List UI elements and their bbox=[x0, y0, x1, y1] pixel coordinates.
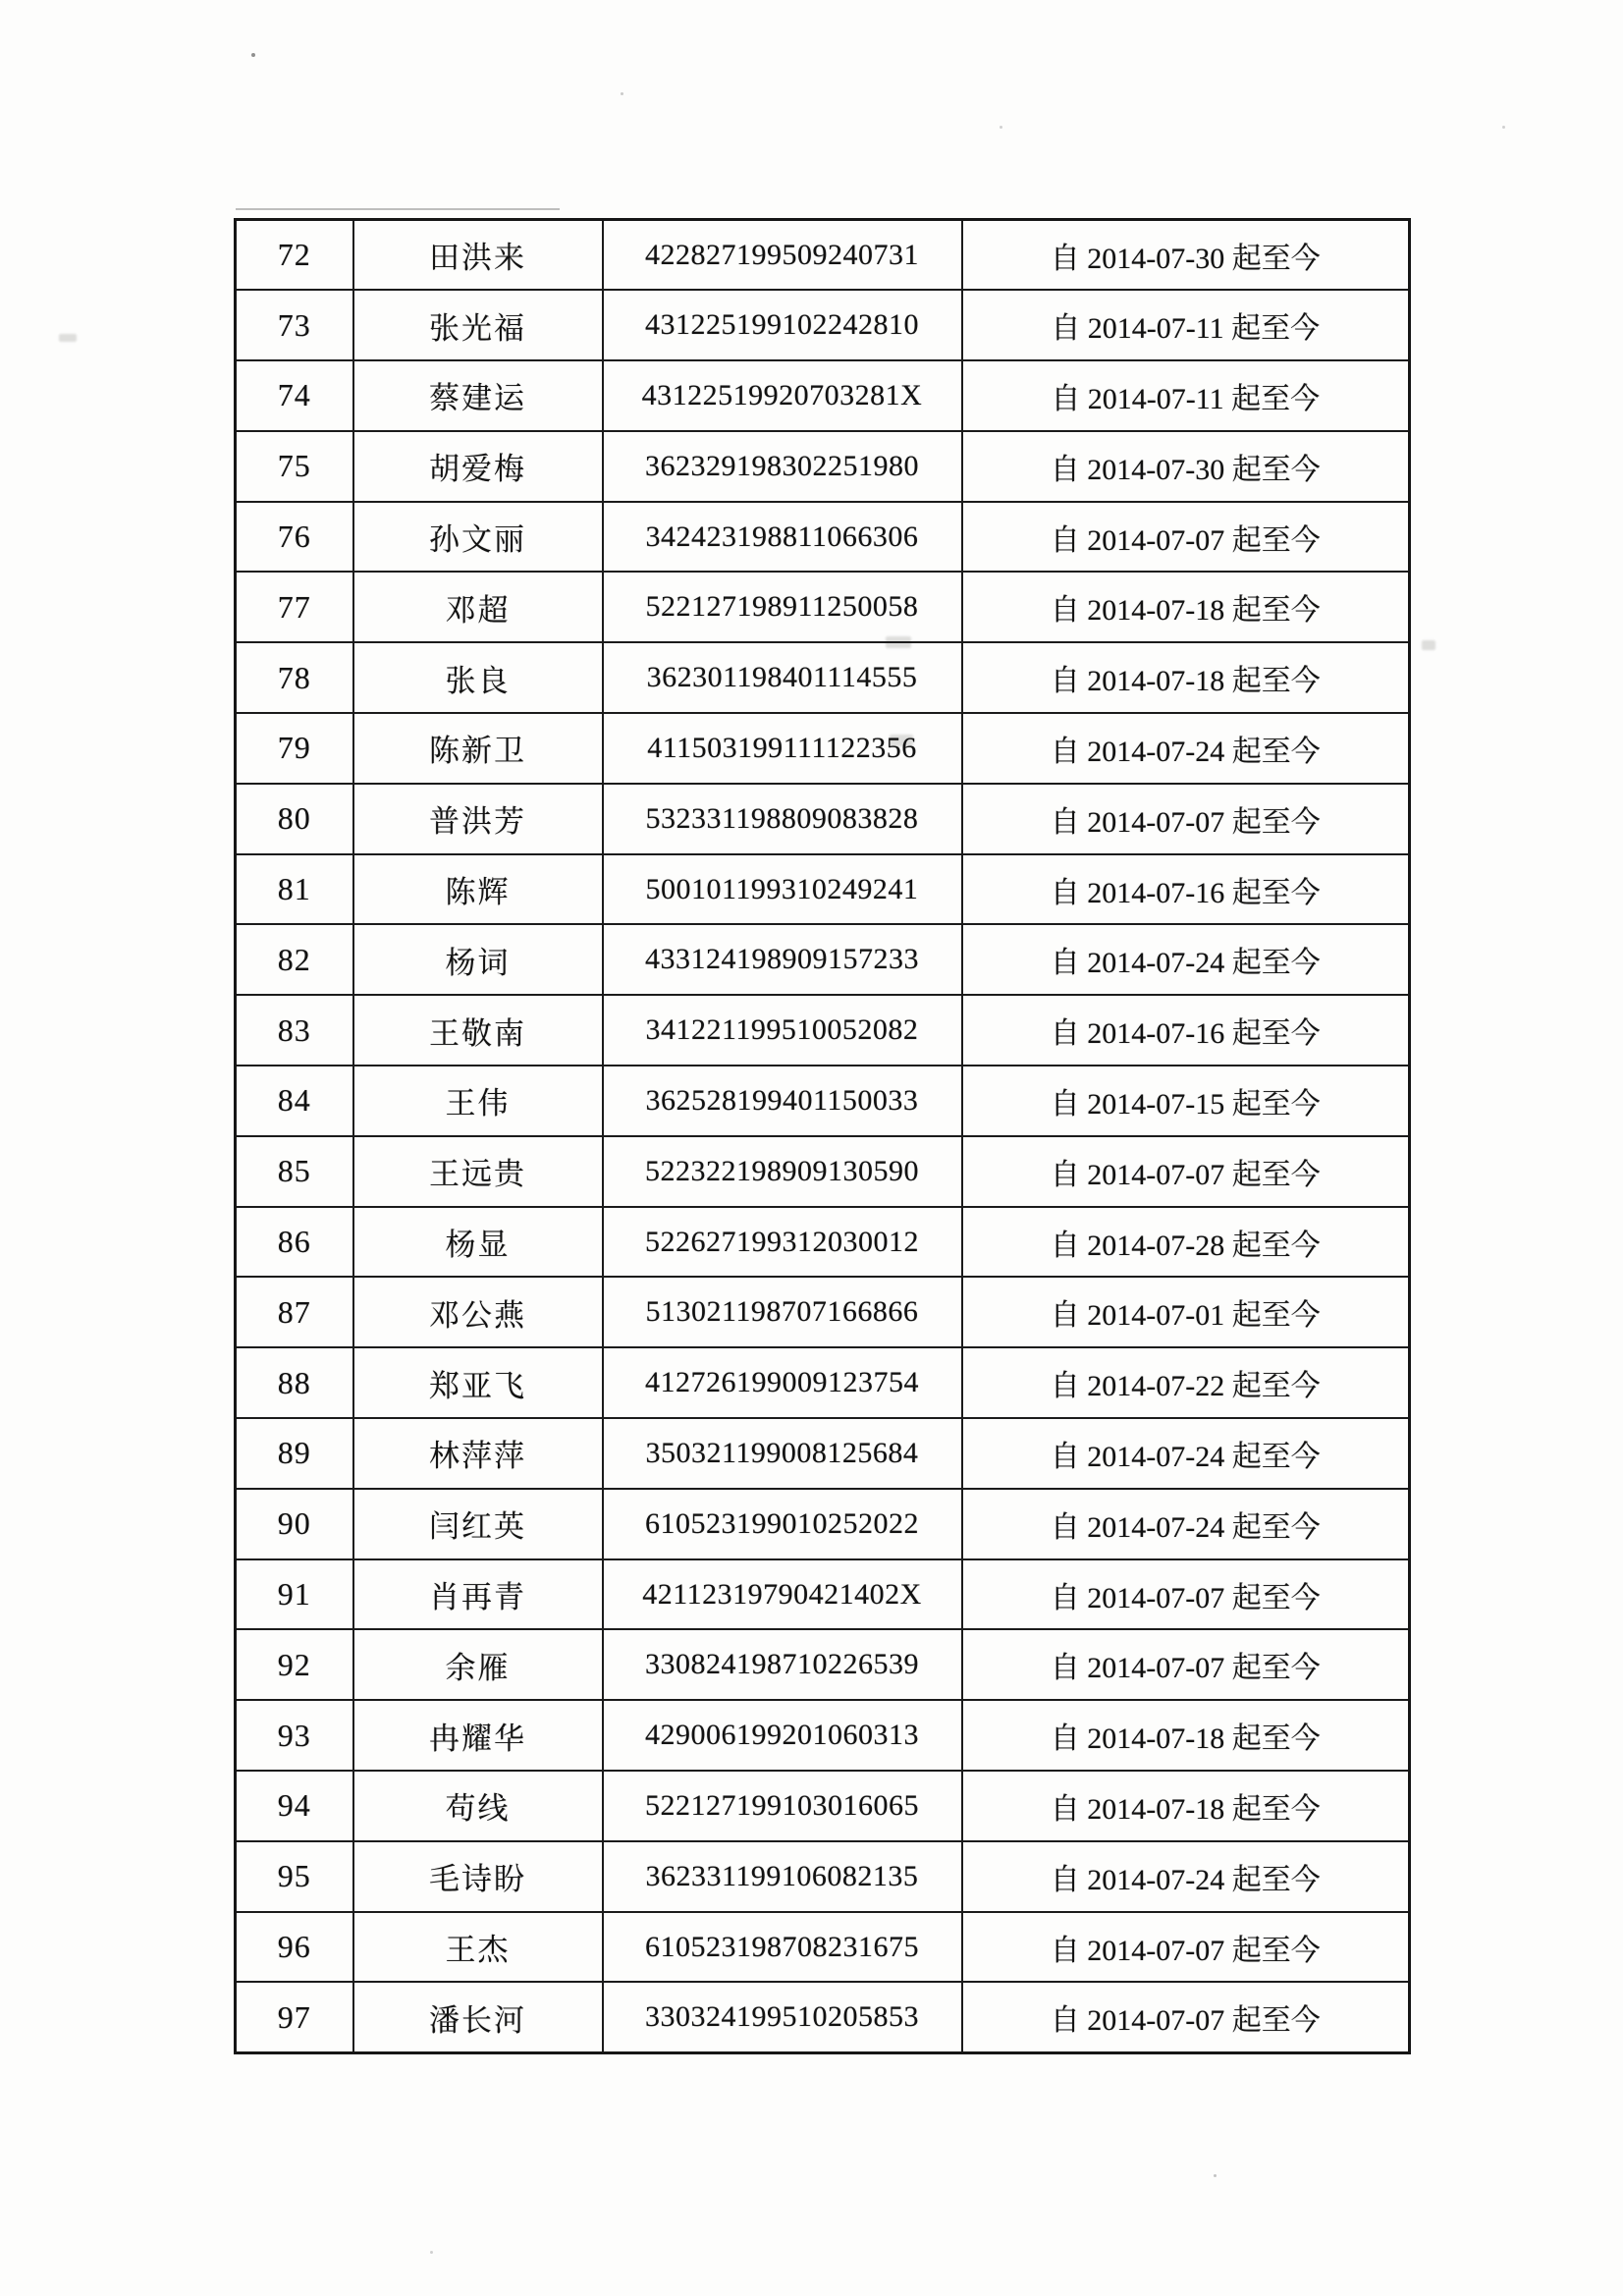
id-number-cell: 330824198710226539 bbox=[603, 1629, 962, 1700]
person-name-cell: 王远贵 bbox=[353, 1136, 603, 1207]
table-row bbox=[236, 431, 1410, 502]
row-index-cell: 83 bbox=[236, 995, 353, 1066]
person-name-cell: 闫红英 bbox=[353, 1489, 603, 1559]
person-name-cell: 邓公燕 bbox=[353, 1277, 603, 1347]
validity-period-cell: 自 2014-07-07 起至今 bbox=[962, 1629, 1410, 1700]
scan-smudge bbox=[1422, 640, 1435, 650]
validity-period-cell: 自 2014-07-28 起至今 bbox=[962, 1207, 1410, 1278]
table-row bbox=[236, 360, 1410, 431]
table-row bbox=[236, 1559, 1410, 1630]
row-index-cell: 94 bbox=[236, 1771, 353, 1841]
id-number-cell: 412726199009123754 bbox=[603, 1347, 962, 1418]
row-index-cell: 96 bbox=[236, 1912, 353, 1983]
row-index-cell: 85 bbox=[236, 1136, 353, 1207]
validity-period-cell: 自 2014-07-18 起至今 bbox=[962, 642, 1410, 713]
table-row bbox=[236, 924, 1410, 995]
table-row bbox=[236, 642, 1410, 713]
table-row bbox=[236, 784, 1410, 854]
validity-period-cell: 自 2014-07-24 起至今 bbox=[962, 1489, 1410, 1559]
row-index-cell: 87 bbox=[236, 1277, 353, 1347]
row-index-cell: 73 bbox=[236, 290, 353, 360]
id-number-cell: 330324199510205853 bbox=[603, 1982, 962, 2052]
validity-period-cell: 自 2014-07-18 起至今 bbox=[962, 1700, 1410, 1771]
person-name-cell: 王伟 bbox=[353, 1066, 603, 1136]
validity-period-cell: 自 2014-07-16 起至今 bbox=[962, 995, 1410, 1066]
id-number-cell: 362301198401114555 bbox=[603, 642, 962, 713]
validity-period-cell: 自 2014-07-18 起至今 bbox=[962, 572, 1410, 642]
id-number-cell: 429006199201060313 bbox=[603, 1700, 962, 1771]
table-row bbox=[236, 502, 1410, 573]
person-name-cell: 蔡建运 bbox=[353, 360, 603, 431]
validity-period-cell: 自 2014-07-30 起至今 bbox=[962, 431, 1410, 502]
id-number-cell: 411503199111122356 bbox=[603, 713, 962, 784]
scan-speck bbox=[1000, 126, 1002, 129]
table-row bbox=[236, 1982, 1410, 2052]
validity-period-cell: 自 2014-07-07 起至今 bbox=[962, 784, 1410, 854]
table-row bbox=[236, 1347, 1410, 1418]
person-name-cell: 毛诗盼 bbox=[353, 1841, 603, 1912]
id-number-cell: 522127198911250058 bbox=[603, 572, 962, 642]
table-row bbox=[236, 1418, 1410, 1489]
scan-line-artifact bbox=[236, 208, 560, 210]
id-number-cell: 513021198707166866 bbox=[603, 1277, 962, 1347]
id-number-cell: 42112319790421402X bbox=[603, 1559, 962, 1630]
table-row bbox=[236, 572, 1410, 642]
row-index-cell: 76 bbox=[236, 502, 353, 573]
table-row bbox=[236, 1771, 1410, 1841]
person-name-cell: 胡爱梅 bbox=[353, 431, 603, 502]
validity-period-cell: 自 2014-07-15 起至今 bbox=[962, 1066, 1410, 1136]
validity-period-cell: 自 2014-07-07 起至今 bbox=[962, 1136, 1410, 1207]
row-index-cell: 79 bbox=[236, 713, 353, 784]
person-name-cell: 杨词 bbox=[353, 924, 603, 995]
id-number-cell: 610523199010252022 bbox=[603, 1489, 962, 1559]
validity-period-cell: 自 2014-07-01 起至今 bbox=[962, 1277, 1410, 1347]
validity-period-cell: 自 2014-07-24 起至今 bbox=[962, 1841, 1410, 1912]
table-row bbox=[236, 1841, 1410, 1912]
person-name-cell: 孙文丽 bbox=[353, 502, 603, 573]
validity-period-cell: 自 2014-07-11 起至今 bbox=[962, 360, 1410, 431]
person-name-cell: 普洪芳 bbox=[353, 784, 603, 854]
row-index-cell: 75 bbox=[236, 431, 353, 502]
row-index-cell: 86 bbox=[236, 1207, 353, 1278]
validity-period-cell: 自 2014-07-18 起至今 bbox=[962, 1771, 1410, 1841]
personnel-roster-table bbox=[234, 218, 1411, 2054]
row-index-cell: 88 bbox=[236, 1347, 353, 1418]
validity-period-cell: 自 2014-07-07 起至今 bbox=[962, 502, 1410, 573]
validity-period-cell: 自 2014-07-07 起至今 bbox=[962, 1982, 1410, 2052]
validity-period-cell: 自 2014-07-22 起至今 bbox=[962, 1347, 1410, 1418]
id-number-cell: 532331198809083828 bbox=[603, 784, 962, 854]
person-name-cell: 郑亚飞 bbox=[353, 1347, 603, 1418]
table-row bbox=[236, 854, 1410, 925]
row-index-cell: 77 bbox=[236, 572, 353, 642]
scan-speck bbox=[621, 92, 623, 95]
person-name-cell: 林萍萍 bbox=[353, 1418, 603, 1489]
table-row bbox=[236, 1207, 1410, 1278]
row-index-cell: 97 bbox=[236, 1982, 353, 2052]
validity-period-cell: 自 2014-07-07 起至今 bbox=[962, 1559, 1410, 1630]
scan-speck bbox=[1214, 2174, 1217, 2177]
scan-speck bbox=[1502, 126, 1505, 129]
row-index-cell: 72 bbox=[236, 220, 353, 291]
table-row bbox=[236, 1277, 1410, 1347]
scan-speck bbox=[430, 2251, 433, 2254]
row-index-cell: 78 bbox=[236, 642, 353, 713]
row-index-cell: 92 bbox=[236, 1629, 353, 1700]
id-number-cell: 500101199310249241 bbox=[603, 854, 962, 925]
row-index-cell: 81 bbox=[236, 854, 353, 925]
person-name-cell: 张光福 bbox=[353, 290, 603, 360]
table-row bbox=[236, 1489, 1410, 1559]
id-number-cell: 43122519920703281X bbox=[603, 360, 962, 431]
row-index-cell: 89 bbox=[236, 1418, 353, 1489]
person-name-cell: 冉耀华 bbox=[353, 1700, 603, 1771]
scan-speck bbox=[251, 53, 255, 57]
row-index-cell: 91 bbox=[236, 1559, 353, 1630]
id-number-cell: 522627199312030012 bbox=[603, 1207, 962, 1278]
row-index-cell: 93 bbox=[236, 1700, 353, 1771]
validity-period-cell: 自 2014-07-30 起至今 bbox=[962, 220, 1410, 291]
id-number-cell: 522127199103016065 bbox=[603, 1771, 962, 1841]
person-name-cell: 潘长河 bbox=[353, 1982, 603, 2052]
person-name-cell: 杨显 bbox=[353, 1207, 603, 1278]
validity-period-cell: 自 2014-07-11 起至今 bbox=[962, 290, 1410, 360]
person-name-cell: 余雁 bbox=[353, 1629, 603, 1700]
id-number-cell: 522322198909130590 bbox=[603, 1136, 962, 1207]
table-row bbox=[236, 1700, 1410, 1771]
validity-period-cell: 自 2014-07-24 起至今 bbox=[962, 713, 1410, 784]
person-name-cell: 邓超 bbox=[353, 572, 603, 642]
validity-period-cell: 自 2014-07-24 起至今 bbox=[962, 1418, 1410, 1489]
id-number-cell: 362331199106082135 bbox=[603, 1841, 962, 1912]
table-row bbox=[236, 1136, 1410, 1207]
id-number-cell: 350321199008125684 bbox=[603, 1418, 962, 1489]
id-number-cell: 342423198811066306 bbox=[603, 502, 962, 573]
scan-smudge bbox=[59, 334, 77, 342]
row-index-cell: 80 bbox=[236, 784, 353, 854]
table-row bbox=[236, 1629, 1410, 1700]
person-name-cell: 王敬南 bbox=[353, 995, 603, 1066]
person-name-cell: 王杰 bbox=[353, 1912, 603, 1983]
id-number-cell: 431225199102242810 bbox=[603, 290, 962, 360]
table-row bbox=[236, 713, 1410, 784]
person-name-cell: 陈新卫 bbox=[353, 713, 603, 784]
row-index-cell: 74 bbox=[236, 360, 353, 431]
table-row bbox=[236, 1066, 1410, 1136]
validity-period-cell: 自 2014-07-16 起至今 bbox=[962, 854, 1410, 925]
id-number-cell: 341221199510052082 bbox=[603, 995, 962, 1066]
person-name-cell: 苟线 bbox=[353, 1771, 603, 1841]
row-index-cell: 90 bbox=[236, 1489, 353, 1559]
id-number-cell: 362329198302251980 bbox=[603, 431, 962, 502]
person-name-cell: 肖再青 bbox=[353, 1559, 603, 1630]
row-index-cell: 82 bbox=[236, 924, 353, 995]
person-name-cell: 田洪来 bbox=[353, 220, 603, 291]
row-index-cell: 95 bbox=[236, 1841, 353, 1912]
validity-period-cell: 自 2014-07-24 起至今 bbox=[962, 924, 1410, 995]
table-row bbox=[236, 995, 1410, 1066]
id-number-cell: 433124198909157233 bbox=[603, 924, 962, 995]
row-index-cell: 84 bbox=[236, 1066, 353, 1136]
validity-period-cell: 自 2014-07-07 起至今 bbox=[962, 1912, 1410, 1983]
table-row bbox=[236, 1912, 1410, 1983]
person-name-cell: 陈辉 bbox=[353, 854, 603, 925]
id-number-cell: 422827199509240731 bbox=[603, 220, 962, 291]
table-row bbox=[236, 290, 1410, 360]
id-number-cell: 610523198708231675 bbox=[603, 1912, 962, 1983]
person-name-cell: 张良 bbox=[353, 642, 603, 713]
id-number-cell: 362528199401150033 bbox=[603, 1066, 962, 1136]
table-row bbox=[236, 220, 1410, 291]
